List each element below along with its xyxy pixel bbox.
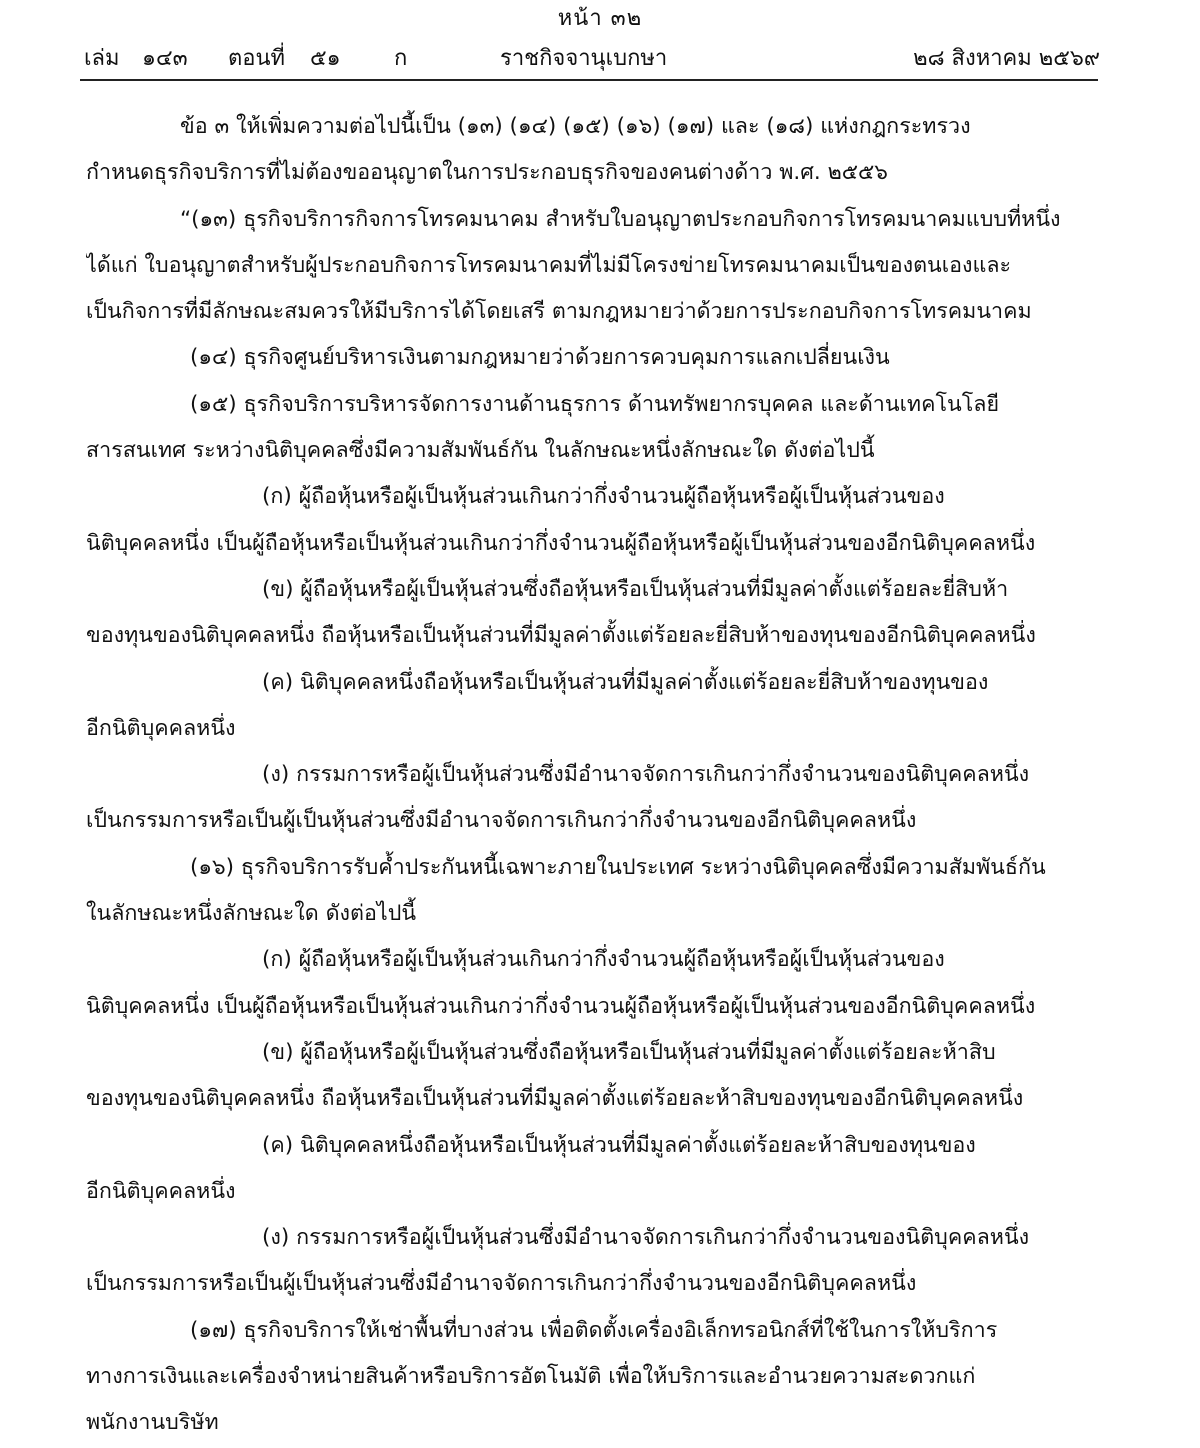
header-divider <box>80 79 1098 81</box>
item-13-line-3: เป็นกิจการที่มีลักษณะสมควรให้มีบริการได้โดยเสรี ตามกฎหมายว่าด้วยการประกอบกิจการโทรคมนาคม <box>86 299 1032 325</box>
item-13-line-2: ได้แก่ ใบอนุญาตสำหรับผู้ประกอบกิจการโทรคมนาคมที่ไม่มีโครงข่ายโทรคมนาคมเป็นของตนเองและ <box>86 252 1012 278</box>
item-15-a-line-2: นิติบุคคลหนึ่ง เป็นผู้ถือหุ้นหรือเป็นหุ้นส่วนเกินกว่ากึ่งจำนวนผู้ถือหุ้นหรือผู้เป็นหุ้นส่วนของอีกนิติบุคคลหนึ่ง <box>86 530 1036 556</box>
item-16-d-line-2: เป็นกรรมการหรือเป็นผู้เป็นหุ้นส่วนซึ่งมีอำนาจจัดการเกินกว่ากึ่งจำนวนของอีกนิติบุคคลหนึ่ง <box>86 1271 917 1297</box>
clause-3-intro: ข้อ ๓ ให้เพิ่มความต่อไปนี้เป็น (๑๓) (๑๔) (๑๕) (๑๖) (๑๗) และ (๑๘) แห่งกฎกระทรวง <box>180 114 971 139</box>
item-15-d-line-1: (ง) กรรมการหรือผู้เป็นหุ้นส่วนซึ่งมีอำนาจจัดการเกินกว่ากึ่งจำนวนของนิติบุคคลหนึ่ง <box>262 762 1030 788</box>
item-14: (๑๔) ธุรกิจศูนย์บริหารเงินตามกฎหมายว่าด้วยการควบคุมการแลกเปลี่ยนเงิน <box>190 345 890 371</box>
item-15-d-line-2: เป็นกรรมการหรือเป็นผู้เป็นหุ้นส่วนซึ่งมีอำนาจจัดการเกินกว่ากึ่งจำนวนของอีกนิติบุคคลหนึ่ง <box>86 808 917 834</box>
gazette-header <box>84 42 1100 76</box>
section-letter: ก <box>394 46 408 71</box>
item-16-a-line-2: นิติบุคคลหนึ่ง เป็นผู้ถือหุ้นหรือเป็นหุ้นส่วนเกินกว่ากึ่งจำนวนผู้ถือหุ้นหรือผู้เป็นหุ้นส่วนของอีกนิติบุคคลหนึ่ง <box>86 993 1036 1019</box>
item-15-line-2: สารสนเทศ ระหว่างนิติบุคคลซึ่งมีความสัมพันธ์กัน ในลักษณะหนึ่งลักษณะใด ดังต่อไปนี้ <box>86 438 875 464</box>
item-16-b-line-2: ของทุนของนิติบุคคลหนึ่ง ถือหุ้นหรือเป็นหุ้นส่วนที่มีมูลค่าตั้งแต่ร้อยละห้าสิบของทุนของอีกนิติบุคคลหนึ่ง <box>86 1086 1024 1112</box>
volume-label: เล่ม <box>84 46 120 71</box>
item-15-b-line-2: ของทุนของนิติบุคคลหนึ่ง ถือหุ้นหรือเป็นหุ้นส่วนที่มีมูลค่าตั้งแต่ร้อยละยี่สิบห้าของทุนของอีกนิติบุคคลหนึ่ง <box>86 623 1036 649</box>
item-15-c-line-2: อีกนิติบุคคลหนึ่ง <box>86 715 236 741</box>
item-15-a-line-1: (ก) ผู้ถือหุ้นหรือผู้เป็นหุ้นส่วนเกินกว่ากึ่งจำนวนผู้ถือหุ้นหรือผู้เป็นหุ้นส่วนของ <box>262 484 945 510</box>
clause-3-continuation: กำหนดธุรกิจบริการที่ไม่ต้องขออนุญาตในการประกอบธุรกิจของคนต่างด้าว พ.ศ. ๒๕๕๖ <box>86 160 888 186</box>
gazette-name: ราชกิจจานุเบกษา <box>500 46 668 71</box>
item-15-line-1: (๑๕) ธุรกิจบริการบริหารจัดการงานด้านธุรการ ด้านทรัพยากรบุคคล และด้านเทคโนโลยี <box>190 391 1000 417</box>
item-16-c-line-2: อีกนิติบุคคลหนึ่ง <box>86 1178 236 1204</box>
item-17-line-3: พนักงานบริษัท <box>86 1410 219 1436</box>
item-13-line-1: “(๑๓) ธุรกิจบริการกิจการโทรคมนาคม สำหรับใบอนุญาตประกอบกิจการโทรคมนาคมแบบที่หนึ่ง <box>180 206 1061 232</box>
section-label: ตอนที่ <box>228 46 286 71</box>
publication-date: ๒๘ สิงหาคม ๒๕๖๙ <box>913 46 1100 71</box>
section-number: ๕๑ <box>310 46 341 71</box>
item-17-line-2: ทางการเงินและเครื่องจำหน่ายสินค้าหรือบริการอัตโนมัติ เพื่อให้บริการและอำนวยความสะดวกแก่ <box>86 1364 976 1390</box>
item-15-b-line-1: (ข) ผู้ถือหุ้นหรือผู้เป็นหุ้นส่วนซึ่งถือหุ้นหรือเป็นหุ้นส่วนที่มีมูลค่าตั้งแต่ร้อยละยี่สิบห้า <box>262 576 1009 602</box>
item-15-c-line-1: (ค) นิติบุคคลหนึ่งถือหุ้นหรือเป็นหุ้นส่วนที่มีมูลค่าตั้งแต่ร้อยละยี่สิบห้าของทุนของ <box>262 669 989 695</box>
item-16-a-line-1: (ก) ผู้ถือหุ้นหรือผู้เป็นหุ้นส่วนเกินกว่ากึ่งจำนวนผู้ถือหุ้นหรือผู้เป็นหุ้นส่วนของ <box>262 947 945 973</box>
item-16-d-line-1: (ง) กรรมการหรือผู้เป็นหุ้นส่วนซึ่งมีอำนาจจัดการเกินกว่ากึ่งจำนวนของนิติบุคคลหนึ่ง <box>262 1225 1030 1251</box>
item-17-line-1: (๑๗) ธุรกิจบริการให้เช่าพื้นที่บางส่วน เพื่อติดตั้งเครื่องอิเล็กทรอนิกส์ที่ใช้ในการให้บริการ <box>190 1317 998 1343</box>
page-number: หน้า ๓๒ <box>557 6 643 31</box>
volume-number: ๑๔๓ <box>142 46 188 71</box>
item-16-b-line-1: (ข) ผู้ถือหุ้นหรือผู้เป็นหุ้นส่วนซึ่งถือหุ้นหรือเป็นหุ้นส่วนที่มีมูลค่าตั้งแต่ร้อยละห้าสิบ <box>262 1039 996 1065</box>
item-16-line-1: (๑๖) ธุรกิจบริการรับค้ำประกันหนี้เฉพาะภายในประเทศ ระหว่างนิติบุคคลซึ่งมีความสัมพันธ์กัน <box>190 854 1046 880</box>
item-16-line-2: ในลักษณะหนึ่งลักษณะใด ดังต่อไปนี้ <box>86 901 417 927</box>
document-body <box>86 104 1088 1447</box>
item-16-c-line-1: (ค) นิติบุคคลหนึ่งถือหุ้นหรือเป็นหุ้นส่วนที่มีมูลค่าตั้งแต่ร้อยละห้าสิบของทุนของ <box>262 1132 976 1158</box>
